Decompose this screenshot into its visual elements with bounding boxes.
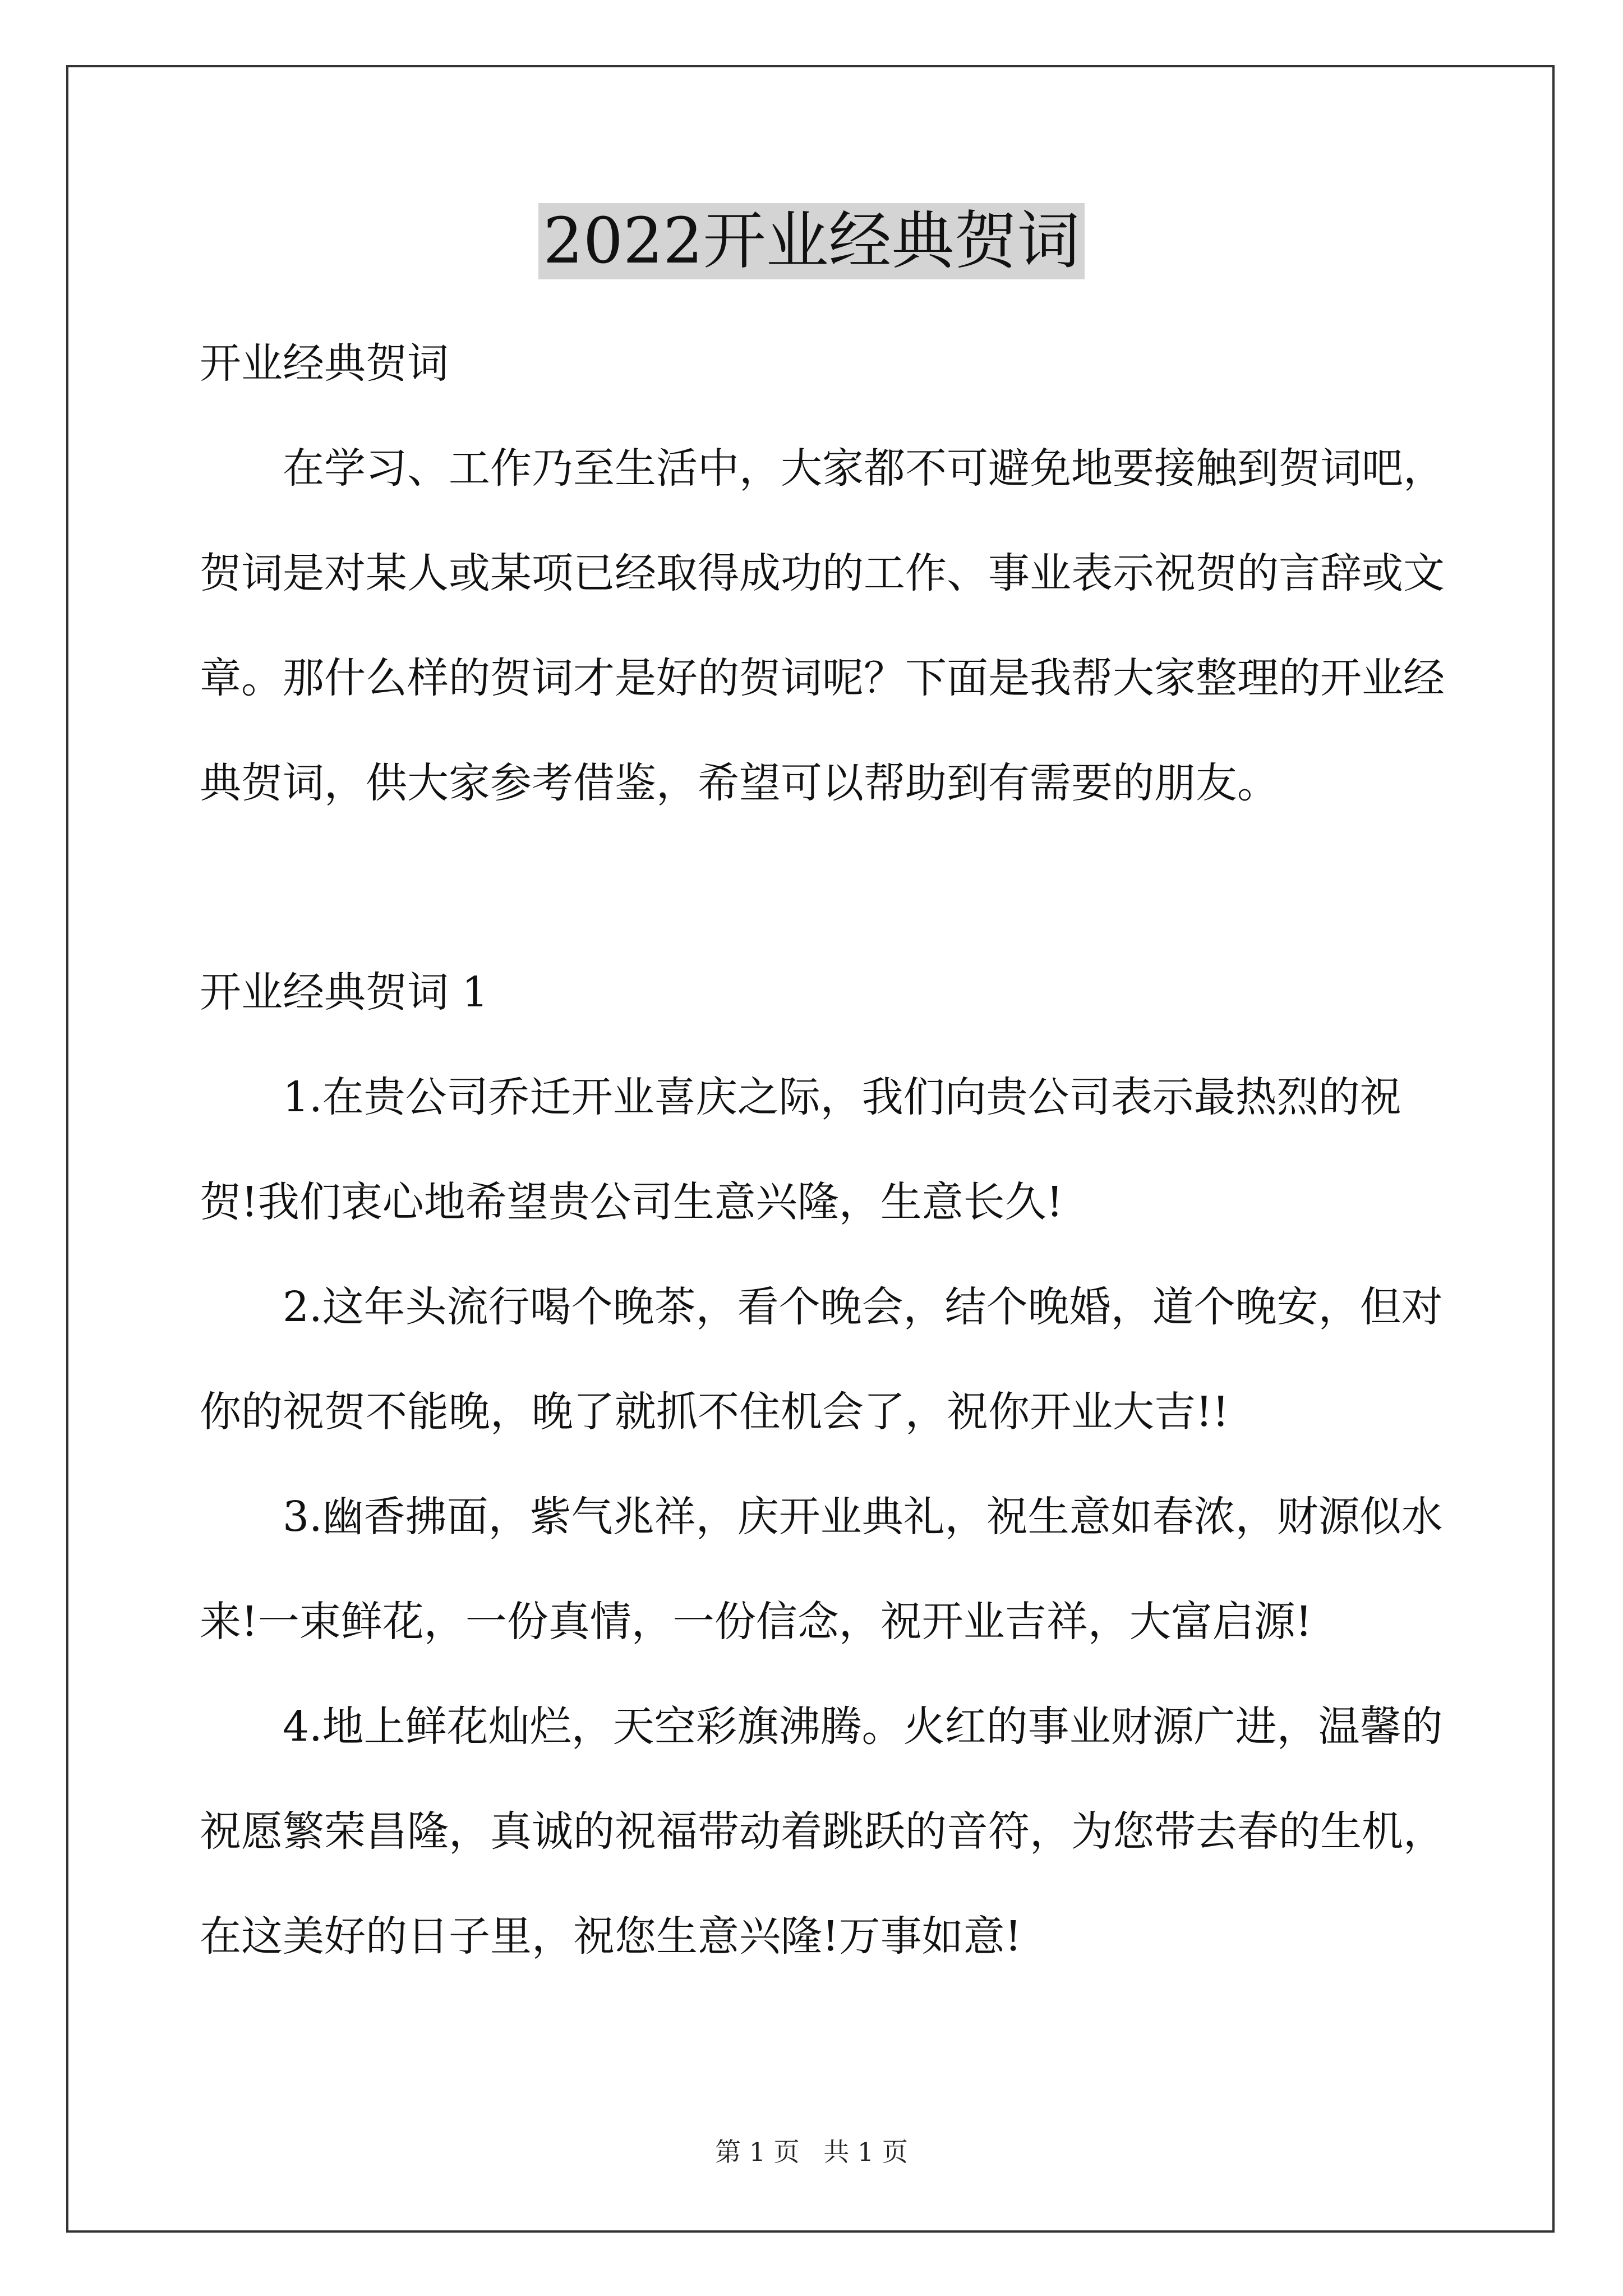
document-subtitle: 开业经典贺词 [200,339,449,388]
section-gap [200,836,1450,940]
page-number: 第 1 页 [715,2137,800,2167]
document-title: 2022开业经典贺词 [538,203,1084,279]
greeting-item: 1.在贵公司乔迁开业喜庆之际，我们向贵公司表示最热烈的祝贺!我们衷心地希望贵公司生意兴隆，生意长久! [200,1073,1401,1226]
title-container [0,203,1623,279]
page-total: 共 1 页 [823,2137,908,2167]
page-footer [0,2132,1623,2169]
document-body [200,311,1450,1989]
greeting-item: 2.这年头流行喝个晚茶，看个晚会，结个晚婚，道个晚安，但对你的祝贺不能晚，晚了就抓不住机会了，祝你开业大吉!! [200,1283,1443,1436]
greeting-item: 3.幽香拂面，紫气兆祥，庆开业典礼，祝生意如春浓，财源似水来!一束鲜花，一份真情，一份信念，祝开业吉祥，大富启源! [200,1493,1443,1646]
intro-paragraph: 在学习、工作乃至生活中，大家都不可避免地要接触到贺词吧，贺词是对某人或某项已经取得成功的工作、事业表示祝贺的言辞或文章。那什么样的贺词才是好的贺词呢？下面是我帮大家整理的开业经典贺词，供大家参考借鉴，希望可以帮助到有需要的朋友。 [200,444,1445,807]
section-heading: 开业经典贺词 1 [200,968,488,1016]
greeting-item: 4.地上鲜花灿烂，天空彩旗沸腾。火红的事业财源广进，温馨的祝愿繁荣昌隆，真诚的祝福带动着跳跃的音符，为您带去春的生机，在这美好的日子里，祝您生意兴隆!万事如意! [200,1703,1445,1961]
